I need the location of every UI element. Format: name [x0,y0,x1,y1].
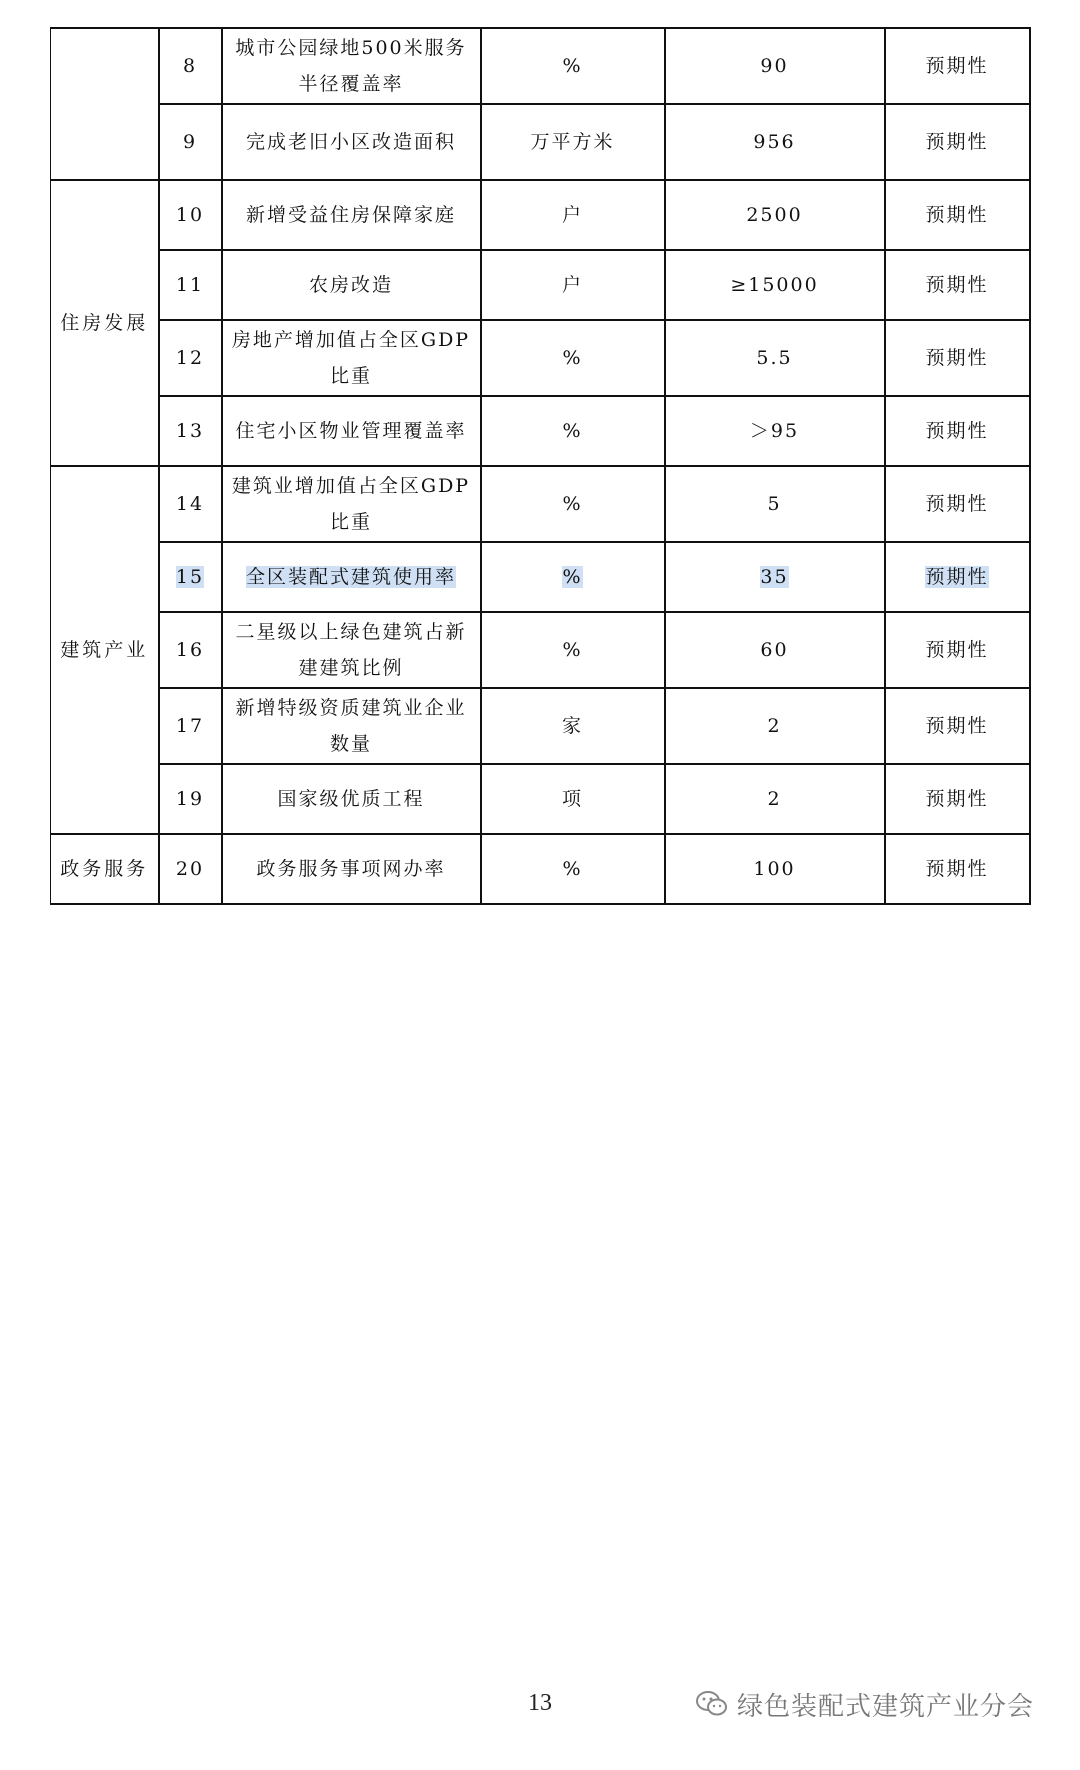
table-row [51,320,1030,396]
target-value: 100 [665,834,885,904]
unit-cell[interactable] [481,542,665,612]
table-row [51,396,1030,466]
selection-highlight[interactable]: % [562,566,583,588]
nature-cell: 预期性 [885,28,1030,104]
unit-cell: % [481,466,665,542]
indicator-name: 住宅小区物业管理覆盖率 [222,396,481,466]
watermark-text: 绿色装配式建筑产业分会 [737,1691,1035,1722]
nature-cell: 预期性 [885,834,1030,904]
target-value: 2500 [665,180,885,250]
unit-cell: 户 [481,180,665,250]
row-number: 13 [159,396,222,466]
row-number: 8 [159,28,222,104]
nature-cell: 预期性 [885,688,1030,764]
table-row [51,250,1030,320]
indicator-name: 城市公园绿地500米服务半径覆盖率 [222,28,481,104]
target-value: 2 [665,688,885,764]
indicator-name[interactable] [222,542,481,612]
nature-cell: 预期性 [885,320,1030,396]
nature-cell: 预期性 [885,104,1030,180]
nature-cell: 预期性 [885,250,1030,320]
table-row-highlighted[interactable] [51,542,1030,612]
indicator-name: 完成老旧小区改造面积 [222,104,481,180]
indicator-name: 房地产增加值占全区GDP比重 [222,320,481,396]
row-number: 11 [159,250,222,320]
row-number: 20 [159,834,222,904]
nature-cell[interactable] [885,542,1030,612]
wechat-icon [695,1690,729,1718]
indicator-name: 二星级以上绿色建筑占新建建筑比例 [222,612,481,688]
table-row [51,764,1030,834]
row-number: 14 [159,466,222,542]
indicator-name: 建筑业增加值占全区GDP比重 [222,466,481,542]
nature-cell: 预期性 [885,466,1030,542]
unit-cell: % [481,396,665,466]
unit-cell: % [481,612,665,688]
row-number: 16 [159,612,222,688]
target-value: 60 [665,612,885,688]
unit-cell: 家 [481,688,665,764]
unit-cell: 万平方米 [481,104,665,180]
table-row [51,180,1030,250]
target-value[interactable] [665,542,885,612]
unit-cell: % [481,28,665,104]
table-row [51,28,1030,104]
row-number[interactable] [159,542,222,612]
selection-highlight[interactable]: 预期性 [925,566,989,588]
indicator-name: 政务服务事项网办率 [222,834,481,904]
indicator-table [50,27,1031,905]
table-row [51,466,1030,542]
watermark [695,1686,1034,1722]
page-number: 13 [528,1690,552,1716]
nature-cell: 预期性 [885,396,1030,466]
indicator-name: 新增特级资质建筑业企业数量 [222,688,481,764]
target-value: ＞95 [665,396,885,466]
indicator-name: 新增受益住房保障家庭 [222,180,481,250]
target-value: 90 [665,28,885,104]
indicator-name: 国家级优质工程 [222,764,481,834]
target-value: 5.5 [665,320,885,396]
unit-cell: 项 [481,764,665,834]
unit-cell: % [481,320,665,396]
row-number: 12 [159,320,222,396]
table-row [51,688,1030,764]
target-value: 2 [665,764,885,834]
category-cell: 住房发展 [51,180,159,466]
nature-cell: 预期性 [885,612,1030,688]
table-row [51,104,1030,180]
category-cell: 政务服务 [51,834,159,904]
selection-highlight[interactable]: 15 [175,566,205,588]
row-number: 19 [159,764,222,834]
nature-cell: 预期性 [885,764,1030,834]
table-row [51,834,1030,904]
nature-cell: 预期性 [885,180,1030,250]
unit-cell: 户 [481,250,665,320]
indicator-name: 农房改造 [222,250,481,320]
row-number: 9 [159,104,222,180]
target-value: ≥15000 [665,250,885,320]
row-number: 17 [159,688,222,764]
unit-cell: % [481,834,665,904]
target-value: 5 [665,466,885,542]
table-row [51,612,1030,688]
selection-highlight[interactable]: 35 [760,566,789,588]
selection-highlight[interactable]: 全区装配式建筑使用率 [245,566,456,588]
category-cell: 建筑产业 [51,466,159,834]
target-value: 956 [665,104,885,180]
category-cell [51,28,159,180]
row-number: 10 [159,180,222,250]
